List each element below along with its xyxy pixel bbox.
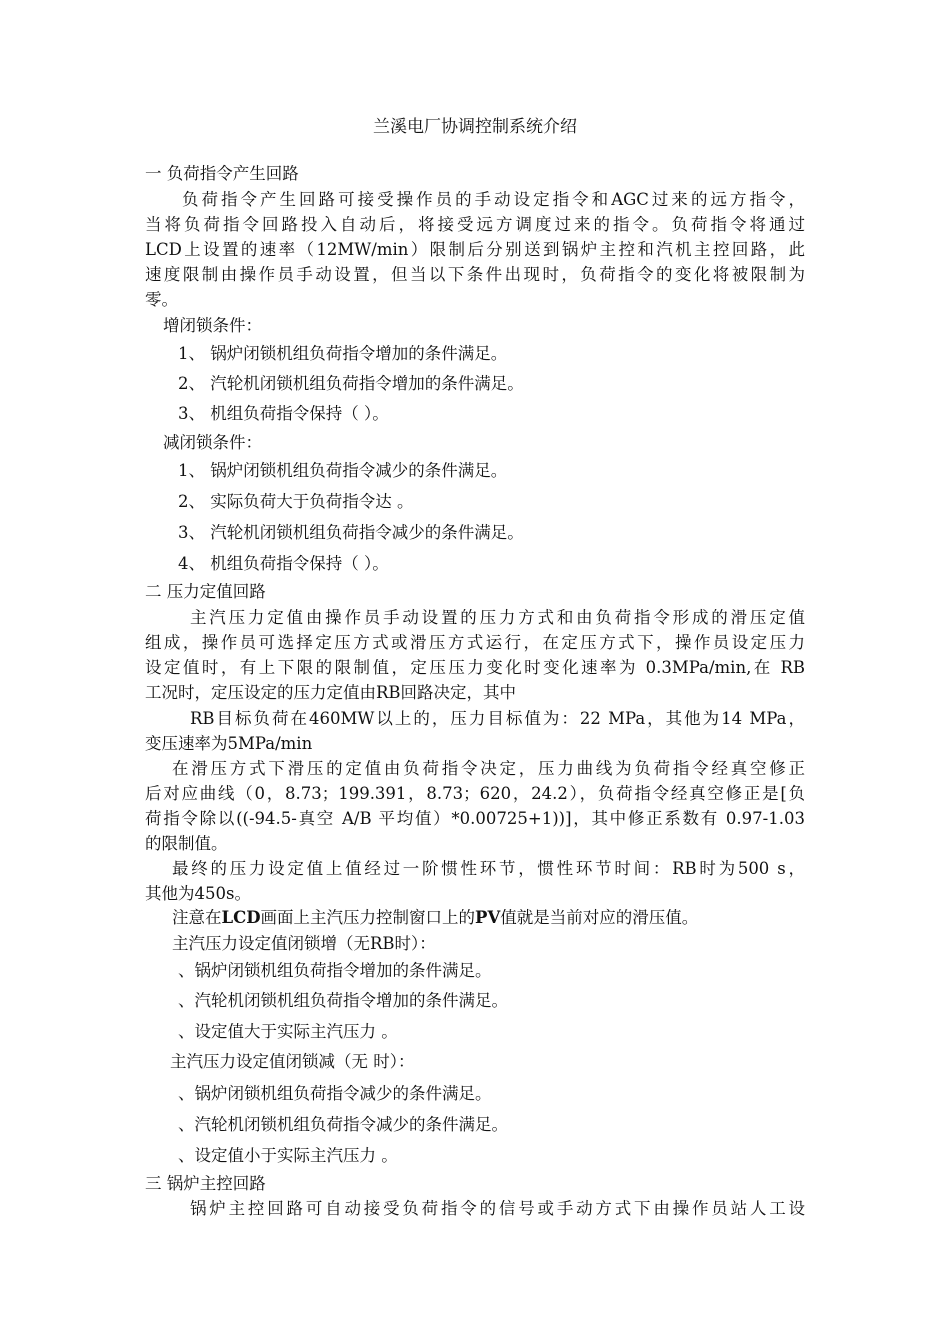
s2-dec-item: 、汽轮机闭锁机组负荷指令减少的条件满足。 bbox=[178, 1115, 508, 1134]
s1-dec-item: 1、 锅炉闭锁机组负荷指令减少的条件满足。 bbox=[178, 461, 508, 480]
note-text: 值就是当前对应的滑压值。 bbox=[500, 908, 699, 927]
s2-inc-title: 主汽压力设定值闭锁增（无RB时）： bbox=[172, 934, 436, 953]
s1-para-line: 当将负荷指令回路投入自动后，将接受远方调度过来的指令。负荷指令将通过 bbox=[145, 215, 805, 234]
s1-inc-item: 2、 汽轮机闭锁机组负荷指令增加的条件满足。 bbox=[178, 374, 524, 393]
s1-inc-item: 3、 机组负荷指令保持（ ）。 bbox=[178, 404, 389, 423]
s1-para-line: LCD上设置的速率（12MW/min）限制后分别送到锅炉主控和汽机主控回路，此 bbox=[145, 240, 805, 259]
s2-inc-item: 、锅炉闭锁机组负荷指令增加的条件满足。 bbox=[178, 961, 492, 980]
s2-dec-item: 、锅炉闭锁机组负荷指令减少的条件满足。 bbox=[178, 1084, 492, 1103]
note-pv: PV bbox=[475, 908, 501, 927]
note-text: 注意在 bbox=[172, 908, 222, 927]
s2-p3-line: 后对应曲线（0，8.73；199.391，8.73；620，24.2），负荷指令经真空修正是[负 bbox=[145, 784, 805, 803]
s2-p2-line: RB目标负荷在460MW以上的，压力目标值为：22 MPa，其他为14 MPa， bbox=[190, 709, 805, 728]
s2-inc-item: 、设定值大于实际主汽压力 。 bbox=[178, 1022, 398, 1041]
s1-para-line: 负荷指令产生回路可接受操作员的手动设定指令和AGC过来的远方指令， bbox=[182, 190, 805, 209]
s1-dec-title: 减闭锁条件： bbox=[163, 433, 262, 452]
s2-p1-line: 组成，操作员可选择定压方式或滑压方式运行，在定压方式下，操作员设定压力 bbox=[145, 633, 805, 652]
s2-dec-title: 主汽压力设定值闭锁减（无 时）： bbox=[170, 1052, 415, 1071]
s1-inc-item: 1、 锅炉闭锁机组负荷指令增加的条件满足。 bbox=[178, 344, 508, 363]
s2-p3-line: 荷指令除以((-94.5-真空 A/B 平均值）*0.00725+1))]，其中修正系数有 0.97-1.03 bbox=[145, 809, 805, 828]
section-2-heading: 二 压力定值回路 bbox=[145, 582, 266, 601]
s1-dec-item: 3、 汽轮机闭锁机组负荷指令减少的条件满足。 bbox=[178, 523, 524, 542]
s2-p1-line: 主汽压力定值由操作员手动设置的压力方式和由负荷指令形成的滑压定值 bbox=[190, 608, 805, 627]
s1-para-line: 速度限制由操作员手动设置，但当以下条件出现时，负荷指令的变化将被限制为 bbox=[145, 265, 805, 284]
document-title: 兰溪电厂协调控制系统介绍 bbox=[373, 117, 577, 137]
s2-p1-line: 工况时，定压设定的压力定值由RB回路决定，其中 bbox=[145, 683, 517, 702]
s2-p3-line: 的限制值。 bbox=[145, 834, 228, 853]
s2-inc-item: 、汽轮机闭锁机组负荷指令增加的条件满足。 bbox=[178, 991, 508, 1010]
s3-para-line: 锅炉主控回路可自动接受负荷指令的信号或手动方式下由操作员站人工设 bbox=[190, 1199, 805, 1218]
s2-p4-line: 其他为450s。 bbox=[145, 884, 251, 903]
section-3-heading: 三 锅炉主控回路 bbox=[145, 1174, 266, 1193]
s2-p4-line: 最终的压力设定值上值经过一阶惯性环节，惯性环节时间：RB时为500 s， bbox=[172, 859, 805, 878]
s1-dec-item: 4、 机组负荷指令保持（ ）。 bbox=[178, 554, 389, 573]
section-1-heading: 一 负荷指令产生回路 bbox=[145, 164, 299, 183]
s2-p2-line: 变压速率为5MPa/min bbox=[145, 734, 313, 753]
s2-p3-line: 在滑压方式下滑压的定值由负荷指令决定，压力曲线为负荷指令经真空修正 bbox=[172, 759, 805, 778]
note-text: 画面上主汽压力控制窗口上的 bbox=[260, 908, 476, 927]
s2-dec-item: 、设定值小于实际主汽压力 。 bbox=[178, 1146, 398, 1165]
s1-dec-item: 2、 实际负荷大于负荷指令达 。 bbox=[178, 492, 414, 511]
s1-para-line: 零。 bbox=[145, 290, 178, 309]
s2-note bbox=[172, 906, 698, 930]
note-lcd: LCD bbox=[221, 908, 261, 927]
s2-p1-line: 设定值时，有上下限的限制值，定压压力变化时变化速率为 0.3MPa/min,在 RB bbox=[145, 658, 805, 677]
s1-inc-title: 增闭锁条件： bbox=[163, 316, 262, 335]
